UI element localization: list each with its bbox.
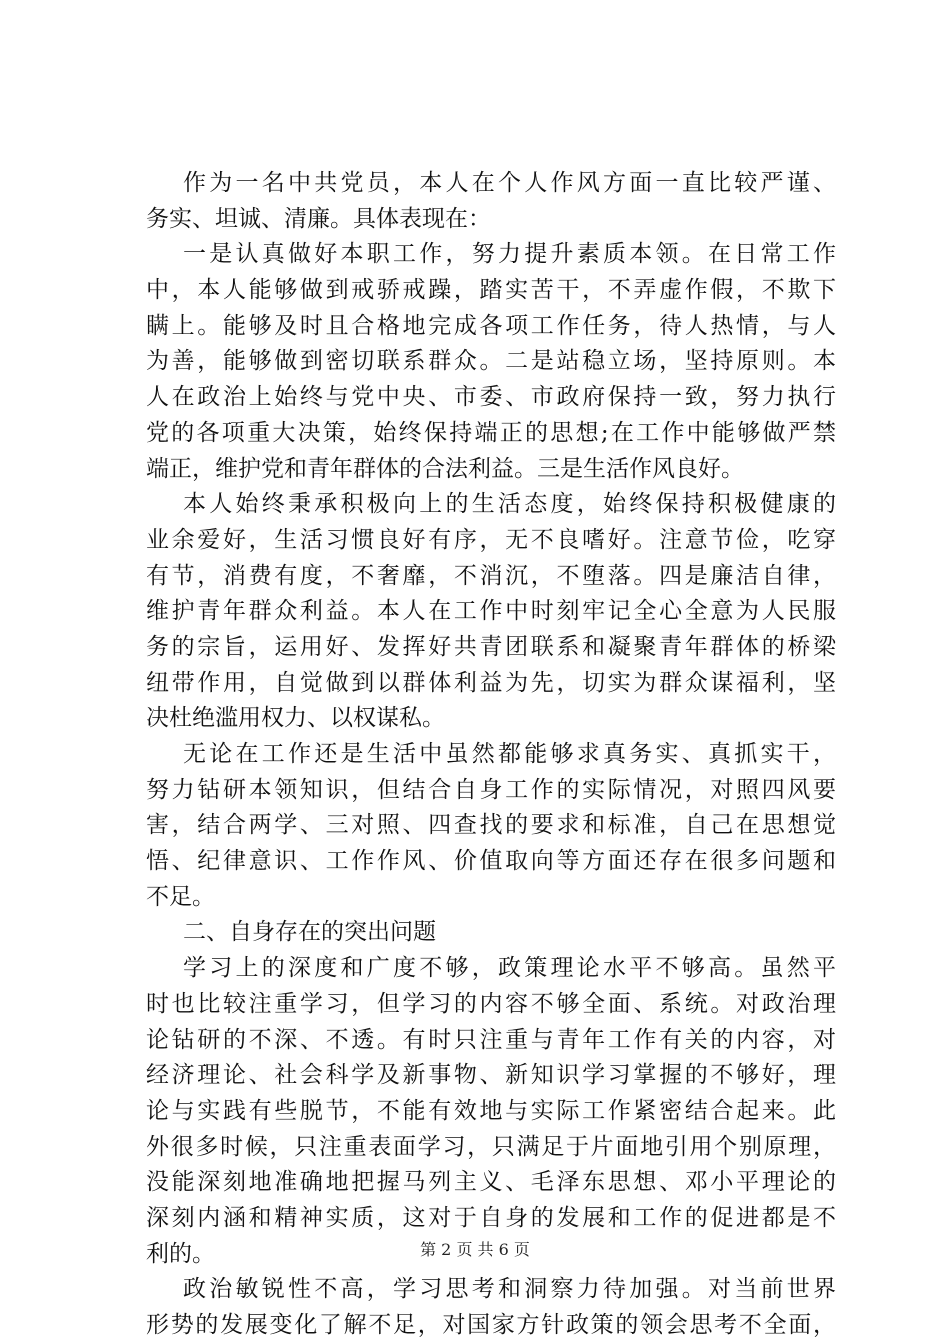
text-line: 为善，能够做到密切联系群众。二是站稳立场，坚持原则。本 xyxy=(146,348,836,375)
page-number-footer: 第 2 页 共 6 页 xyxy=(420,1240,530,1259)
text-line: 业余爱好，生活习惯良好有序，无不良嗜好。注意节俭，吃穿 xyxy=(146,526,836,553)
text-line: 一是认真做好本职工作，努力提升素质本领。在日常工作 xyxy=(183,241,836,268)
text-line: 悟、纪律意识、工作作风、价值取向等方面还存在很多问题和 xyxy=(146,848,836,875)
text-line: 中，本人能够做到戒骄戒躁，踏实苦干，不弄虚作假，不欺下 xyxy=(146,277,836,304)
text-line: 政治敏锐性不高，学习思考和洞察力待加强。对当前世界 xyxy=(183,1276,836,1303)
text-line: 经济理论、社会科学及新事物、新知识学习掌握的不够好，理 xyxy=(146,1062,836,1089)
text-line: 人在政治上始终与党中央、市委、市政府保持一致，努力执行 xyxy=(146,384,836,411)
text-line: 论与实践有些脱节，不能有效地与实际工作紧密结合起来。此 xyxy=(146,1097,836,1124)
text-line: 党的各项重大决策，始终保持端正的思想;在工作中能够做严禁 xyxy=(146,419,836,446)
text-line: 纽带作用，自觉做到以群体利益为先，切实为群众谋福利，坚 xyxy=(146,669,836,696)
text-line: 决杜绝滥用权力、以权谋私。 xyxy=(146,705,445,732)
text-line: 努力钻研本领知识，但结合自身工作的实际情况，对照四风要 xyxy=(146,776,836,803)
text-line: 害，结合两学、三对照、四查找的要求和标准，自己在思想觉 xyxy=(146,812,836,839)
text-line: 没能深刻地准确地把握马列主义、毛泽东思想、邓小平理论的 xyxy=(146,1169,836,1196)
text-line: 端正，维护党和青年群体的合法利益。三是生活作风良好。 xyxy=(146,455,744,482)
text-line: 利的。 xyxy=(146,1240,215,1267)
text-line: 务实、坦诚、清廉。具体表现在： xyxy=(146,205,491,232)
text-line: 有节，消费有度，不奢靡，不消沉，不堕落。四是廉洁自律， xyxy=(146,562,836,589)
text-line: 不足。 xyxy=(146,883,215,910)
text-line: 外很多时候，只注重表面学习，只满足于片面地引用个别原理， xyxy=(146,1133,836,1160)
text-line: 形势的发展变化了解不足，对国家方针政策的领会思考不全面， xyxy=(146,1312,836,1338)
section-heading: 二、自身存在的突出问题 xyxy=(183,919,436,946)
document-body xyxy=(146,166,836,1344)
text-line: 维护青年群众利益。本人在工作中时刻牢记全心全意为人民服 xyxy=(146,598,836,625)
text-line: 学习上的深度和广度不够，政策理论水平不够高。虽然平 xyxy=(183,955,836,982)
text-line: 时也比较注重学习，但学习的内容不够全面、系统。对政治理 xyxy=(146,990,836,1017)
text-line: 务的宗旨，运用好、发挥好共青团联系和凝聚青年群体的桥梁 xyxy=(146,633,836,660)
text-line: 作为一名中共党员，本人在个人作风方面一直比较严谨、 xyxy=(183,170,836,196)
text-line: 瞒上。能够及时且合格地完成各项工作任务，待人热情，与人 xyxy=(146,312,836,339)
text-line: 本人始终秉承积极向上的生活态度，始终保持积极健康的 xyxy=(183,491,836,518)
text-line: 无论在工作还是生活中虽然都能够求真务实、真抓实干， xyxy=(183,741,836,767)
text-line: 深刻内涵和精神实质，这对于自身的发展和工作的促进都是不 xyxy=(146,1204,836,1231)
text-line: 论钻研的不深、不透。有时只注重与青年工作有关的内容，对 xyxy=(146,1026,836,1053)
